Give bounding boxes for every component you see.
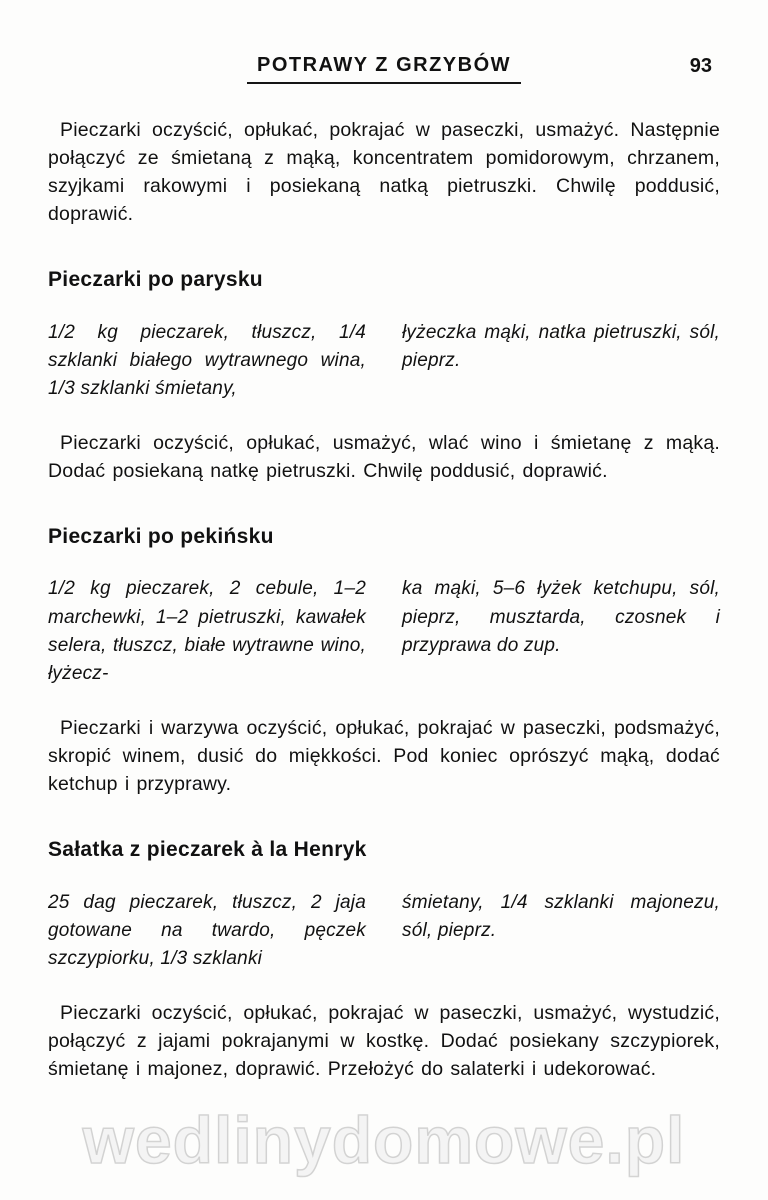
page-number: 93 xyxy=(689,55,712,77)
recipe-pieczarki-po-pekinsku xyxy=(48,523,720,798)
ingredients-right-column: ka mąki, 5–6 łyżek ketchupu, sól, pieprz, musztarda, czosnek i przyprawa do zup. xyxy=(402,578,720,656)
ingredients-columns xyxy=(48,889,720,973)
chapter-title: POTRAWY Z GRZYBÓW xyxy=(247,54,521,84)
ingredients-right-column: łyżeczka mąki, natka pietruszki, sól, pieprz. xyxy=(402,321,720,371)
recipe-pieczarki-po-parysku xyxy=(48,266,720,485)
page-header xyxy=(48,54,720,88)
ingredients-left-column: 1/2 kg pieczarek, 2 cebule, 1–2 marchewki, 1–2 pietruszki, kawałek selera, tłuszcz, białe wytrawne wino, łyżecz- xyxy=(48,578,366,684)
recipe-instructions: Pieczarki i warzywa oczyścić, opłukać, pokrajać w paseczki, podsmażyć, skropić winem, dusić do miękkości. Pod koniec oprószyć mąką, dodać ketchup i przyprawy. xyxy=(48,716,720,796)
ingredients-columns xyxy=(48,575,720,687)
watermark: wedlinydomowe.pl xyxy=(82,1103,686,1177)
recipe-instructions: Pieczarki oczyścić, opłukać, usmażyć, wlać wino i śmietanę z mąką. Dodać posiekaną natkę pietruszki. Chwilę poddusić, doprawić. xyxy=(48,431,720,483)
recipe-title: Pieczarki po pekińsku xyxy=(48,525,274,549)
recipe-title: Sałatka z pieczarek à la Henryk xyxy=(48,838,367,862)
ingredients-left-column: 1/2 kg pieczarek, tłuszcz, 1/4 szklanki białego wytrawnego wina, 1/3 szklanki śmietany, xyxy=(48,321,366,399)
recipe-salatka-z-pieczarek xyxy=(48,836,720,1083)
intro-paragraph: Pieczarki oczyścić, opłukać, pokrajać w paseczki, usmażyć. Następnie połączyć ze śmietaną z mąką, koncentratem pomidorowym, chrzanem, szyjkami rakowymi i posiekaną natką pietruszki. Chwilę poddusić, doprawić. xyxy=(48,119,720,226)
ingredients-right-column: śmietany, 1/4 szklanki majonezu, sól, pieprz. xyxy=(402,891,720,941)
ingredients-left-column: 25 dag pieczarek, tłuszcz, 2 jaja gotowane na twardo, pęczek szczypiorku, 1/3 szklanki xyxy=(48,891,366,969)
ingredients-columns xyxy=(48,319,720,403)
recipe-instructions: Pieczarki oczyścić, opłukać, pokrajać w paseczki, usmażyć, wystudzić, połączyć z jajami pokrajanymi w kostkę. Dodać posiekany szczypiorek, śmietanę i majonez, doprawić. Przełożyć do salaterki i udekorować. xyxy=(48,1001,720,1080)
recipe-title: Pieczarki po parysku xyxy=(48,268,263,292)
